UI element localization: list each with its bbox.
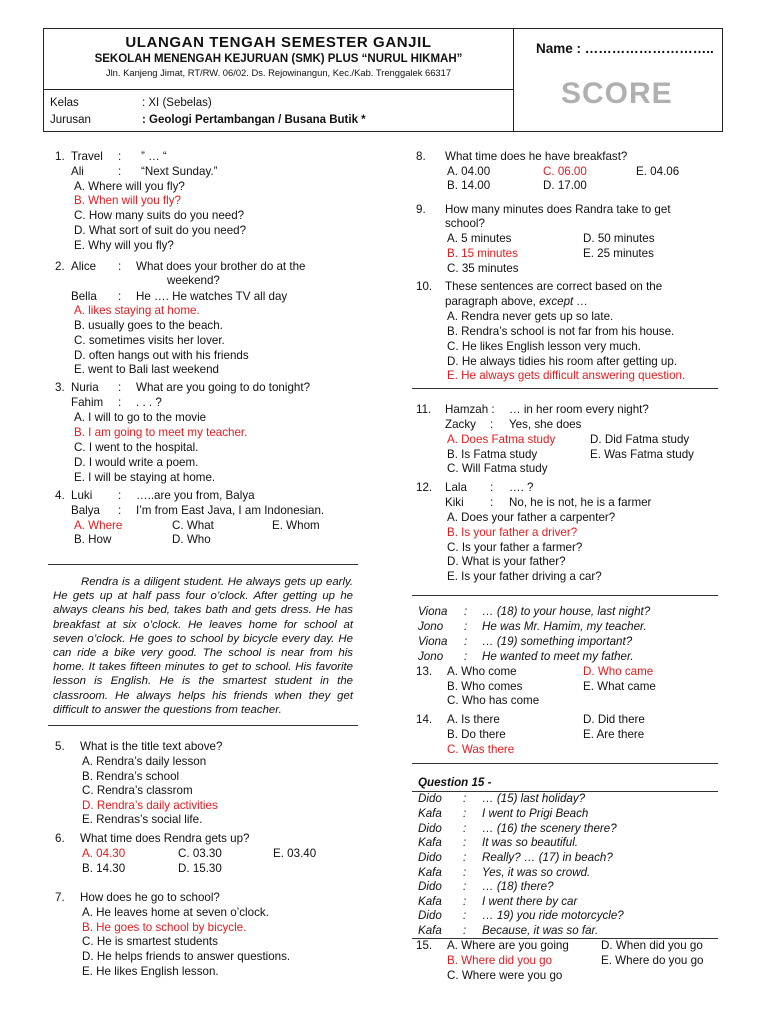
dialog2-line: Really? … (17) in beach? (482, 851, 613, 864)
q10-option-d[interactable]: D. He always tidies his room after getting up. (447, 355, 678, 368)
q7-option-a[interactable]: A. He leaves home at seven o’clock. (82, 906, 269, 919)
q10-option-b[interactable]: B. Rendra’s school is not far from his house. (447, 325, 675, 338)
dialog1-colon: : (464, 620, 468, 633)
q9-option-e[interactable]: E. 25 minutes (583, 247, 654, 260)
dialog1-colon: : (464, 605, 468, 618)
q2-option-e[interactable]: E. went to Bali last weekend (74, 363, 220, 376)
q4-line1: …..are you from, Balya (136, 489, 255, 502)
q12-option-d[interactable]: D. What is your father? (447, 555, 566, 568)
q15-option-c[interactable]: C. Where were you go (447, 969, 563, 982)
q8-number: 8. (416, 150, 426, 163)
q8-option-d[interactable]: D. 17.00 (543, 179, 587, 192)
q10-question-line2 (445, 295, 588, 309)
q2-option-d[interactable]: D. often hangs out with his friends (74, 349, 249, 362)
dialog1-colon: : (464, 650, 468, 663)
divider (48, 725, 358, 726)
q5-option-e[interactable]: E. Rendras’s social life. (82, 813, 203, 826)
q15-number: 15. (416, 939, 433, 952)
q9-option-b[interactable]: B. 15 minutes (447, 247, 518, 260)
dialog2-colon: : (463, 880, 467, 893)
q14-option-a[interactable]: A. Is there (447, 713, 500, 726)
q4-speaker2: Balya (71, 504, 101, 517)
q2-number: 2. (55, 260, 65, 273)
q12-number: 12. (416, 481, 433, 494)
reading-passage: Rendra is a diligent student. He always gets up early. He gets up at half pass four o’clock. After getting up he always cleans his bed, takes bath and gets dress. He has breakfast at six o’clock. He leaves home for school at seven o’clock. He goes to school by bicycle every day. He can ride a bike very good. The school is near from his home. It takes fifteen minutes to get to school. His favorite lesson is English. He is the smartest student in the classroom. He always helps his friends when they get difficult to answer the questions from teacher. (53, 576, 353, 716)
q7-option-b[interactable]: B. He goes to school by bicycle. (82, 921, 247, 934)
dialog2-line: I went to Prigi Beach (482, 807, 589, 820)
q11-line1: … in her room every night? (509, 403, 649, 416)
q3-option-b[interactable]: B. I am going to meet my teacher. (74, 426, 248, 439)
q10-number: 10. (416, 280, 433, 293)
q5-question: What is the title text above? (80, 740, 223, 753)
q9-question-line2: school? (445, 217, 485, 230)
q9-option-c[interactable]: C. 35 minutes (447, 262, 519, 275)
q7-option-d[interactable]: D. He helps friends to answer questions. (82, 950, 291, 963)
q3-option-d[interactable]: D. I would write a poem. (74, 456, 199, 469)
q2-line1b: weekend? (167, 274, 220, 287)
q2-line2: He …. He watches TV all day (136, 290, 288, 303)
q11-speaker2: Zacky (445, 418, 476, 431)
q15-option-d[interactable]: D. When did you go (601, 939, 703, 952)
dialog2-line: It was so beautiful. (482, 836, 579, 849)
q5-option-d[interactable]: D. Rendra’s daily activities (82, 799, 218, 812)
dialog2-speaker: Kafa (418, 895, 442, 908)
q4-line2: I’m from East Java, I am Indonesian. (136, 504, 325, 517)
divider (412, 595, 718, 596)
q6-option-c[interactable]: C. 03.30 (178, 847, 222, 860)
q6-number: 6. (55, 832, 65, 845)
q3-option-c[interactable]: C. I went to the hospital. (74, 441, 199, 454)
divider (412, 388, 718, 389)
q13-option-b[interactable]: B. Who comes (447, 680, 523, 693)
dialog2-line: … (18) there? (482, 880, 554, 893)
q12-option-a[interactable]: A. Does your father a carpenter? (447, 511, 616, 524)
dialog2-speaker: Dido (418, 909, 442, 922)
jurusan-value: : Geologi Pertambangan / Busana Butik * (142, 114, 366, 126)
q12-speaker1: Lala (445, 481, 467, 494)
q4-option-c[interactable]: C. What (172, 519, 214, 532)
q4-colon1: : (118, 489, 122, 502)
q12-line2: No, he is not, he is a farmer (509, 496, 652, 509)
q12-colon2: : (490, 496, 494, 509)
class-info-block (44, 90, 514, 132)
q3-speaker1: Nuria (71, 381, 99, 394)
q15-option-e[interactable]: E. Where do you go (601, 954, 704, 967)
q4-colon2: : (118, 504, 122, 517)
dialog2-line: Yes, it was so crowd. (482, 866, 591, 879)
q1-speaker1: Travel (71, 150, 103, 163)
dialog2-colon: : (463, 836, 467, 849)
q8-option-a[interactable]: A. 04.00 (447, 165, 491, 178)
q11-option-b[interactable]: B. Is Fatma study (447, 448, 538, 461)
q13-option-e[interactable]: E. What came (583, 680, 656, 693)
q14-number: 14. (416, 713, 433, 726)
q10-option-c[interactable]: C. He likes English lesson very much. (447, 340, 641, 353)
q8-option-c[interactable]: C. 06.00 (543, 165, 587, 178)
q14-option-e[interactable]: E. Are there (583, 728, 645, 741)
dialog1-line: He wanted to meet my father. (482, 650, 634, 663)
dialog1-line: … (19) something important? (482, 635, 633, 648)
dialog2-colon: : (463, 807, 467, 820)
dialog2-speaker: Dido (418, 851, 442, 864)
name-field[interactable]: Name : ……………………….. (536, 41, 714, 56)
q1-option-e[interactable]: E. Why will you fly? (74, 239, 174, 252)
q8-option-b[interactable]: B. 14.00 (447, 179, 491, 192)
q8-question: What time does he have breakfast? (445, 150, 628, 163)
q4-number: 4. (55, 489, 65, 502)
dialog2-speaker: Kafa (418, 807, 442, 820)
score-label: SCORE (561, 77, 673, 110)
q4-option-d[interactable]: D. Who (172, 533, 211, 546)
q10-question-prefix: paragraph above, (445, 295, 540, 308)
q11-line2: Yes, she does (509, 418, 582, 431)
dialog1-line: … (18) to your house, last night? (482, 605, 651, 618)
q13-option-c[interactable]: C. Who has come (447, 694, 540, 707)
q3-colon2: : (118, 396, 122, 409)
q6-option-a[interactable]: A. 04.30 (82, 847, 126, 860)
q13-option-a[interactable]: A. Who come (447, 665, 517, 678)
dialog1-speaker: Jono (418, 620, 444, 633)
q1-number: 1. (55, 150, 65, 163)
q7-number: 7. (55, 891, 65, 904)
name-score-block (514, 29, 722, 131)
q8-option-e[interactable]: E. 04.06 (636, 165, 680, 178)
dialog2-colon: : (463, 924, 467, 937)
q12-speaker2: Kiki (445, 496, 464, 509)
q11-option-a[interactable]: A. Does Fatma study (447, 433, 556, 446)
q1-speaker2: Ali (71, 165, 84, 178)
q2-speaker1: Alice (71, 260, 97, 273)
kelas-label: Kelas (50, 97, 79, 109)
q7-option-e[interactable]: E. He likes English lesson. (82, 965, 219, 978)
q3-colon1: : (118, 381, 122, 394)
divider (412, 763, 718, 764)
q11-option-c[interactable]: C. Will Fatma study (447, 462, 548, 475)
dialog2-line: I went there by car (482, 895, 578, 908)
dialog2-speaker: Kafa (418, 836, 442, 849)
q6-option-b[interactable]: B. 14.30 (82, 862, 126, 875)
dialog2-speaker: Dido (418, 792, 442, 805)
q5-number: 5. (55, 740, 65, 753)
q1-option-b[interactable]: B. When will you fly? (74, 194, 181, 207)
q15-option-a[interactable]: A. Where are you going (447, 939, 569, 952)
q13-number: 13. (416, 665, 433, 678)
q9-question-line1: How many minutes does Randra take to get (445, 203, 671, 216)
q4-option-e[interactable]: E. Whom (272, 519, 320, 532)
q9-number: 9. (416, 203, 426, 216)
q5-option-c[interactable]: C. Rendra’s classrom (82, 784, 193, 797)
q9-option-a[interactable]: A. 5 minutes (447, 232, 512, 245)
q15-option-b[interactable]: B. Where did you go (447, 954, 553, 967)
q13-option-d[interactable]: D. Who came (583, 665, 654, 678)
dialog1-speaker: Viona (418, 635, 448, 648)
q5-option-a[interactable]: A. Rendra’s daily lesson (82, 755, 207, 768)
dialog2-line: … (15) last holiday? (482, 792, 586, 805)
dialog2-speaker: Kafa (418, 924, 442, 937)
dialog1-colon: : (464, 635, 468, 648)
q7-question: How does he go to school? (80, 891, 220, 904)
q5-option-b[interactable]: B. Rendra’s school (82, 770, 180, 783)
q10-option-e[interactable]: E. He always gets difficult answering question. (447, 369, 686, 382)
q2-speaker2: Bella (71, 290, 97, 303)
dialog2-speaker: Kafa (418, 866, 442, 879)
dialog2-speaker: Dido (418, 822, 442, 835)
q10-option-a[interactable]: A. Rendra never gets up so late. (447, 310, 614, 323)
q12-option-e[interactable]: E. Is your father driving a car? (447, 570, 602, 583)
dialog2-speaker: Dido (418, 880, 442, 893)
q4-option-b[interactable]: B. How (74, 533, 112, 546)
question15-title: Question 15 - (418, 776, 492, 789)
exam-header (43, 28, 723, 132)
q10-question-emphasis: except … (539, 295, 589, 308)
q14-option-d[interactable]: D. Did there (583, 713, 645, 726)
dialog2-line: Because, it was so far. (482, 924, 599, 937)
exam-title: ULANGAN TENGAH SEMESTER GANJIL (125, 34, 432, 51)
q3-speaker2: Fahim (71, 396, 104, 409)
school-title-block (44, 29, 514, 90)
q12-line1: …. ? (509, 481, 534, 494)
school-address: Jln. Kanjeng Jimat, RT/RW. 06/02. Ds. Rejowinangun, Kec./Kab. Trenggalek 66317 (105, 67, 452, 78)
q1-line1: ” … “ (141, 150, 167, 163)
q14-option-b[interactable]: B. Do there (447, 728, 506, 741)
jurusan-label: Jurusan (50, 114, 91, 126)
q6-option-e[interactable]: E. 03.40 (273, 847, 317, 860)
q2-line1a: What does your brother do at the (136, 260, 306, 273)
q7-option-c[interactable]: C. He is smartest students (82, 935, 218, 948)
q2-colon2: : (118, 290, 122, 303)
q3-option-e[interactable]: E. I will be staying at home. (74, 471, 216, 484)
q1-colon1: : (118, 150, 122, 163)
q3-line2: . . . ? (136, 396, 162, 409)
dialog2-colon: : (463, 822, 467, 835)
q3-line1: What are you going to do tonight? (136, 381, 311, 394)
q11-option-d[interactable]: D. Did Fatma study (590, 433, 690, 446)
q11-option-e[interactable]: E. Was Fatma study (590, 448, 694, 461)
dialog2-line: … (16) the scenery there? (482, 822, 617, 835)
q6-option-d[interactable]: D. 15.30 (178, 862, 222, 875)
q1-option-a[interactable]: A. Where will you fly? (74, 180, 185, 193)
dialog2-colon: : (463, 895, 467, 908)
q9-option-d[interactable]: D. 50 minutes (583, 232, 655, 245)
q2-colon1: : (118, 260, 122, 273)
dialog2-colon: : (463, 792, 467, 805)
q2-option-c[interactable]: C. sometimes visits her lover. (74, 334, 225, 347)
q6-question: What time does Rendra gets up? (80, 832, 250, 845)
dialog2-colon: : (463, 909, 467, 922)
q12-option-b[interactable]: B. Is your father a driver? (447, 526, 578, 539)
q12-colon1: : (490, 481, 494, 494)
dialog2-line: … 19) you ride motorcycle? (482, 909, 624, 922)
q11-colon2: : (490, 418, 494, 431)
q3-option-a[interactable]: A. I will to go to the movie (74, 411, 207, 424)
q10-question-line1: These sentences are correct based on the (445, 280, 663, 293)
q11-number: 11. (416, 403, 432, 416)
q1-option-d[interactable]: D. What sort of suit do you need? (74, 224, 247, 237)
dialog2-colon: : (463, 851, 467, 864)
q2-option-a[interactable]: A. likes staying at home. (74, 304, 200, 317)
q2-option-b[interactable]: B. usually goes to the beach. (74, 319, 223, 332)
q1-option-c[interactable]: C. How many suits do you need? (74, 209, 245, 222)
q3-number: 3. (55, 381, 65, 394)
divider (48, 564, 358, 565)
school-name: SEKOLAH MENENGAH KEJURUAN (SMK) PLUS “NURUL HIKMAH” (94, 53, 463, 65)
kelas-value: : XI (Sebelas) (142, 97, 212, 109)
kelas-row (50, 97, 212, 109)
dialog1-speaker: Jono (418, 650, 444, 663)
dialog1-line: He was Mr. Hamim, my teacher. (482, 620, 647, 633)
q4-option-a[interactable]: A. Where (74, 519, 123, 532)
q11-speaker1: Hamzah : (445, 403, 495, 416)
q1-line2: “Next Sunday.” (141, 165, 218, 178)
q1-colon2: : (118, 165, 122, 178)
dialog1-speaker: Viona (418, 605, 448, 618)
q12-option-c[interactable]: C. Is your father a farmer? (447, 541, 583, 554)
jurusan-row (50, 114, 366, 126)
dialog2-colon: : (463, 866, 467, 879)
q4-speaker1: Luki (71, 489, 93, 502)
q14-option-c[interactable]: C. Was there (447, 743, 515, 756)
